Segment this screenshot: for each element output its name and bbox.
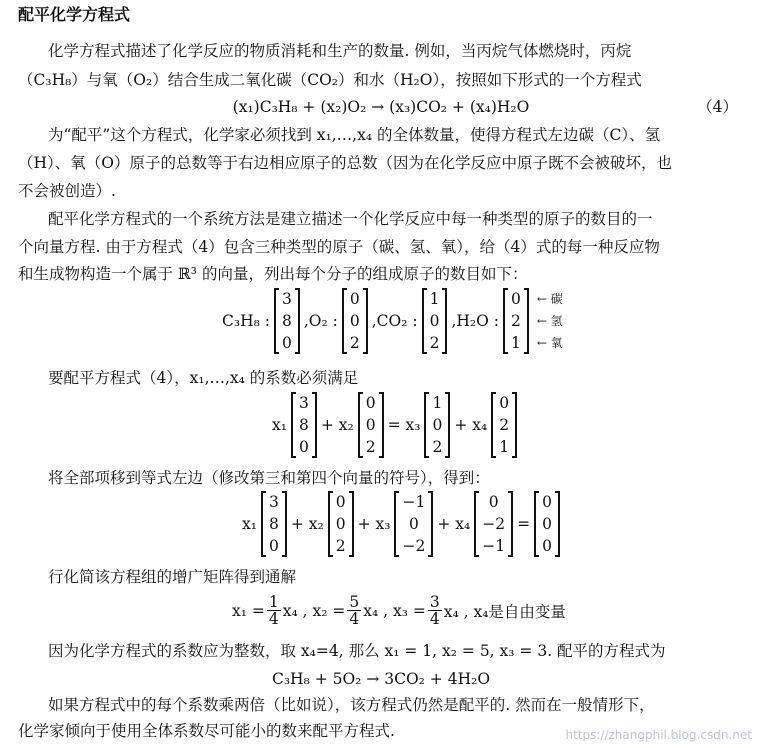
o2-label: ,O₂ : [303, 312, 338, 330]
eq-b-vector-3: −1 0 −2 [394, 491, 433, 557]
paragraph-8-line-1: 如果方程式中的每个系数乘两倍（比如说），该方程式仍然是配平的. 然而在一般情形下， [48, 696, 655, 714]
paragraph-3-line-2: 个向量方程. 由于方程式（4）包含三种类型的原子（碳、氢、氧），给（4）式的每一种反应物 [18, 238, 660, 256]
eq-b-vector-2: 0 0 2 [328, 491, 354, 557]
paragraph-7: 因为化学方程式的系数应为整数，取 x₄=4, 那么 x₁ = 1, x₂ = 5, x₃ = 3. 配平的方程式为 [48, 642, 666, 660]
eq-a-vector-2: 0 0 2 [358, 392, 384, 458]
carbon-label: ← 碳 [536, 292, 563, 306]
paragraph-3-line-3: 和生成物构造一个属于 ℝ³ 的向量，列出每个分子的组成原子的数目如下： [18, 265, 528, 283]
eq-b-vector-5: 0 0 0 [534, 491, 560, 557]
oxygen-label: ← 氧 [536, 336, 563, 350]
paragraph-5: 将全部项移到等式左边（修改第三和第四个向量的符号），得到： [48, 469, 490, 487]
eq-a-vector-3: 1 0 2 [424, 392, 450, 458]
balanced-equation: C₃H₈ + 5O₂ → 3CO₂ + 4H₂O [271, 670, 491, 688]
paragraph-6: 行化简该方程组的增广矩阵得到通解 [48, 568, 297, 586]
eq-b-vector-4: 0 −2 −1 [474, 491, 513, 557]
c3h8-label: C₃H₈ : [222, 312, 270, 330]
eq-a-vector-4: 0 2 1 [491, 392, 517, 458]
general-solution: x₁ = $\frac{1}{4}$ x₄ , x₂ = $\frac{5}{4}$ x₄ , x₃ = $\frac{3}{4}$ x₄ , x₄是自由变量 [232, 593, 566, 628]
equation-4-text: (x₁)C₃H₈ + (x₂)O₂ → (x₃)CO₂ + (x₄)H₂O [232, 98, 530, 116]
eq-b-vector-1: 3 8 0 [261, 491, 287, 557]
fraction-3-4: $\frac{3}{4}$ [429, 593, 440, 628]
paragraph-1-line-1: 化学方程式描述了化学反应的物质消耗和生产的数量. 例如，当丙烷气体燃烧时，丙烷 [48, 42, 632, 60]
paragraph-2-line-2: （H）、氧（O）原子的总数等于右边相应原子的总数（因为在化学反应中原子既不会被破坏，也 [18, 154, 672, 172]
o2-vector: 0 0 2 [342, 288, 368, 354]
equation-4 [0, 96, 762, 118]
co2-vector: 1 0 2 [422, 288, 448, 354]
equation-4-number: （4） [697, 98, 738, 116]
atom-labels [537, 288, 563, 354]
paragraph-1-line-2: （C₃H₈）与氧（O₂）结合生成二氧化碳（CO₂）和水（H₂O），按照如下形式的一个方程式 [18, 71, 642, 89]
paragraph-8-line-2: 化学家倾向于使用全体系数尽可能小的数来配平方程式. [18, 722, 395, 740]
paragraph-2-line-1: 为“配平”这个方程式，化学家必须找到 x₁,…,x₄ 的全体数量，使得方程式左边碳（C）、氢 [48, 126, 661, 144]
vector-equation-b: x₁ 3 8 0 + x₂ 0 0 2 + x₃ −1 0 −2 + x₄ 0 −2 −1 = 0 0 0 [242, 491, 564, 557]
c3h8-vector: 3 8 0 [274, 288, 300, 354]
co2-label: ,CO₂ : [371, 312, 418, 330]
paragraph-2-line-3: 不会被创造）. [18, 182, 116, 200]
molecule-vectors [222, 288, 563, 354]
section-title: 配平化学方程式 [18, 5, 131, 24]
h2o-vector: 0 2 1 [503, 288, 529, 354]
vector-equation-a: x₁ 3 8 0 + x₂ 0 0 2 = x₃ 1 0 2 + x₄ 0 2 1 [272, 392, 521, 458]
hydrogen-label: ← 氢 [536, 314, 563, 328]
paragraph-3-line-1: 配平化学方程式的一个系统方法是建立描述一个化学反应中每一种类型的原子的数目的一 [48, 210, 653, 228]
eq-a-vector-1: 3 8 0 [291, 392, 317, 458]
h2o-label: ,H₂O : [451, 312, 499, 330]
fraction-1-4: $\frac{1}{4}$ [268, 593, 279, 628]
paragraph-4: 要配平方程式（4），x₁,…,x₄ 的系数必须满足 [48, 369, 359, 387]
fraction-5-4: $\frac{5}{4}$ [349, 593, 360, 628]
watermark: https://zhangphil.blog.csdn.net [565, 728, 752, 742]
